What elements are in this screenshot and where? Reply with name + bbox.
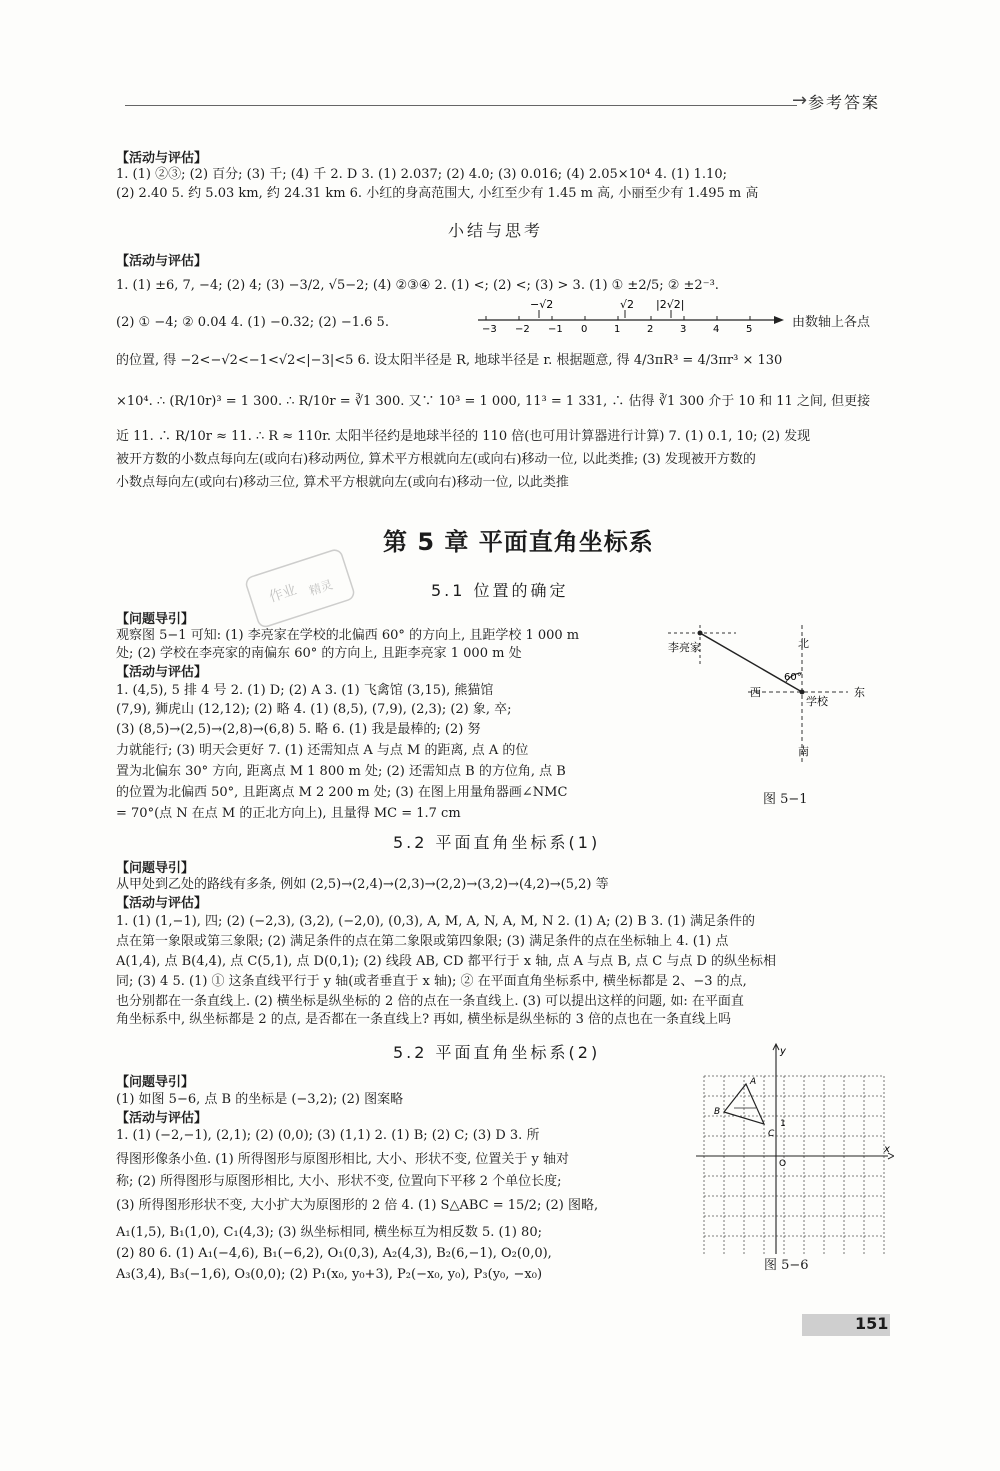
summary-title: 小结与思考: [448, 221, 544, 240]
figure-5-1: [668, 625, 883, 765]
s51-guide-line-2: 处; (2) 学校在李亮家的南偏东 60° 的方向上, 且距李亮家 1 000 m 处: [116, 646, 522, 661]
s52b-eval-line-5: A₁(1,5), B₁(1,0), C₁(4,3); (3) 纵坐标相同, 横坐标互为相反数 5. (1) 80;: [116, 1225, 542, 1240]
number-line-mark: |2√2|: [656, 298, 685, 311]
s52a-eval-label: 【活动与评估】: [116, 896, 208, 911]
s51-eval-line-4: 力就能行; (3) 明天会更好 7. (1) 还需知点 A 与点 M 的距离, 点 A 的位: [116, 743, 529, 758]
s52b-eval-line-4: (3) 所得图形形状不变, 大小扩大为原图形的 2 倍 4. (1) S△ABC = 15/2; (2) 图略,: [116, 1198, 599, 1213]
section1-label: 【活动与评估】: [116, 151, 208, 166]
fig51-caption: 图 5−1: [763, 792, 808, 807]
fig56-o: O: [779, 1159, 787, 1169]
path-line: [700, 633, 802, 692]
chapter-title: 第 5 章 平面直角坐标系: [383, 528, 654, 556]
header-title: 参考答案: [808, 93, 881, 112]
s51-eval-line-2: (7,9), 狮虎山 (12,12); (2) 略 4. (1) (8,5), (7,9), (2,3); (2) 象, 卒;: [116, 702, 512, 717]
summary-line-2b: 由数轴上各点: [792, 315, 871, 330]
number-line-tick-label: 5: [746, 324, 753, 335]
s52a-eval-line-5: 也分别都在一条直线上. (2) 横坐标是纵坐标的 2 倍的点在一条直线上. (3) 可以提出这样的问题, 如: 在平面直: [116, 994, 744, 1009]
s51-eval-line-6: 的位置为北偏西 50°, 且距离点 M 2 200 m 处; (3) 在图上用量角器画∠NMC: [116, 785, 568, 800]
number-line-tick-label: −1: [548, 324, 563, 335]
number-line-mark: √2: [620, 298, 635, 311]
fig51-west: 西: [750, 686, 761, 699]
s52b-eval-label: 【活动与评估】: [116, 1111, 208, 1126]
header-rule: [125, 105, 797, 106]
s52a-eval-line-2: 点在第一象限或第三象限; (2) 满足条件的点在第二象限或第四象限; (3) 满足条件的点在坐标轴上 4. (1) 点: [116, 934, 729, 949]
fig56-a: A: [750, 1077, 757, 1087]
s51-title: 5.1 位置的确定: [431, 581, 569, 600]
fig51-north: 北: [798, 637, 809, 650]
s51-guide-label: 【问题导引】: [116, 612, 195, 627]
header-arrow-icon: →: [792, 90, 808, 111]
s52a-eval-line-4: 同; (3) 4 5. (1) ① 这条直线平行于 y 轴(或者垂直于 x 轴); ② 在平面直角坐标系中, 横坐标都是 2、−3 的点,: [116, 974, 747, 989]
summary-line-7: 小数点每向左(或向右)移动三位, 算术平方根就向左(或向右)移动一位, 以此类推: [116, 475, 569, 490]
fig51-angle: 60°: [784, 672, 802, 683]
s51-eval-line-5: 置为北偏东 30° 方向, 距离点 M 1 800 m 处; (2) 还需知点 B 的方位角, 点 B: [116, 764, 566, 779]
s52a-guide-label: 【问题导引】: [116, 861, 195, 876]
fig56-x: x: [884, 1144, 890, 1155]
s51-eval-line-1: 1. (4,5), 5 排 4 号 2. (1) D; (2) A 3. (1) 飞禽馆 (3,15), 熊猫馆: [116, 683, 494, 698]
number-line-tick-label: 1: [614, 324, 621, 335]
section1-line-1: 1. (1) ②③; (2) 百分; (3) 千; (4) 千 2. D 3. (1) 2.037; (2) 4.0; (3) 0.016; (4) 2.05×10⁴ 4. (1) 1.10;: [116, 167, 727, 182]
s51-eval-label: 【活动与评估】: [116, 665, 208, 680]
s52b-eval-line-2: 得图形像条小鱼. (1) 所得图形与原图形相比, 大小、形状不变, 位置关于 y 轴对: [116, 1152, 569, 1167]
number-line-tick-label: 3: [680, 324, 687, 335]
fig56-y: y: [780, 1046, 786, 1057]
stamp-text: 作业: [267, 581, 299, 606]
s52b-eval-line-6: (2) 80 6. (1) A₁(−4,6), B₁(−6,2), O₁(0,3), A₂(4,3), B₂(6,−1), O₂(0,0),: [116, 1246, 552, 1261]
summary-line-6: 被开方数的小数点每向左(或向右)移动两位, 算术平方根就向左(或向右)移动一位, 以此类推; (3) 发现被开方数的: [116, 452, 756, 467]
figure-5-6: [696, 1042, 894, 1254]
summary-line-5: 近 11. ∴ R/10r ≈ 11. ∴ R ≈ 110r. 太阳半径约是地球半径的 110 倍(也可用计算器进行计算) 7. (1) 0.1, 10; (2) 发现: [116, 429, 811, 444]
s52b-eval-line-7: A₃(3,4), B₃(−1,6), O₃(0,0); (2) P₁(x₀, y₀+3), P₂(−x₀, y₀), P₃(y₀, −x₀): [116, 1267, 543, 1282]
s51-eval-line-3: (3) (8,5)→(2,5)→(2,8)→(6,8) 5. 略 6. (1) 我是最棒的; (2) 努: [116, 722, 481, 737]
number-line-arrow-icon: [774, 316, 784, 324]
number-line-tick-label: 4: [713, 324, 720, 335]
summary-line-1: 1. (1) ±6, 7, −4; (2) 4; (3) −3/2, √5−2; (4) ②③④ 2. (1) <; (2) <; (3) > 3. (1) ① ±2/5; ② ±2⁻³.: [116, 278, 719, 293]
fig51-school: 学校: [806, 695, 828, 708]
s52b-guide-label: 【问题导引】: [116, 1075, 195, 1090]
stamp-text: 精灵: [307, 577, 335, 599]
s52a-guide-line-1: 从甲处到乙处的路线有多条, 例如 (2,5)→(2,4)→(2,3)→(2,2)→(3,2)→(4,2)→(5,2) 等: [116, 877, 609, 892]
page-number: 151: [855, 1314, 889, 1333]
number-line-tick-label: 0: [581, 324, 588, 335]
s52b-eval-line-3: 称; (2) 所得图形与原图形相比, 大小、形状不变, 位置向下平移 2 个单位长度;: [116, 1174, 562, 1189]
number-line: [474, 296, 794, 336]
section1-line-2: (2) 2.40 5. 约 5.03 km, 约 24.31 km 6. 小红的身高范围大, 小红至少有 1.45 m 高, 小丽至少有 1.495 m 高: [116, 186, 759, 201]
s51-guide-line-1: 观察图 5−1 可知: (1) 李亮家在学校的北偏西 60° 的方向上, 且距学校 1 000 m: [116, 628, 580, 643]
number-line-tick-label: −2: [515, 324, 530, 335]
fig56-b: B: [714, 1107, 721, 1117]
s52b-guide-line-1: (1) 如图 5−6, 点 B 的坐标是 (−3,2); (2) 图案略: [116, 1092, 404, 1107]
s51-eval-line-7: = 70°(点 N 在点 M 的正北方向上), 且量得 MC = 1.7 cm: [116, 806, 461, 821]
s52b-title: 5.2 平面直角坐标系(2): [393, 1043, 601, 1062]
fig51-south: 南: [798, 745, 809, 758]
home-point: [698, 631, 703, 636]
s52a-title: 5.2 平面直角坐标系(1): [393, 833, 601, 852]
number-line-mark: −√2: [530, 298, 554, 311]
s52a-eval-line-3: A(1,4), 点 B(4,4), 点 C(5,1), 点 D(0,1); (2) 线段 AB, CD 都平行于 x 轴, 点 A 与点 B, 点 C 与点 D 的纵坐标相: [116, 954, 777, 969]
summary-line-4: ×10⁴. ∴ (R/10r)³ = 1 300. ∴ R/10r = ∛1 300. 又∵ 10³ = 1 000, 11³ = 1 331, ∴ 估得 ∛1 300 介于 10 和 11 之间, 但更接: [116, 394, 871, 409]
fig56-one: 1: [780, 1119, 786, 1129]
stamp-watermark: [236, 548, 366, 628]
fig56-caption: 图 5−6: [764, 1258, 809, 1273]
fig51-east: 东: [854, 686, 865, 699]
summary-label: 【活动与评估】: [116, 254, 208, 269]
fig51-home: 李亮家: [668, 641, 701, 654]
s52a-eval-line-6: 角坐标系中, 纵坐标都是 2 的点, 是否都在一条直线上? 再如, 横坐标是纵坐标的 3 倍的点也在一条直线上吗: [116, 1012, 731, 1027]
summary-line-2: (2) ① −4; ② 0.04 4. (1) −0.32; (2) −1.6 5.: [116, 315, 389, 330]
school-point: [800, 690, 805, 695]
summary-line-3: 的位置, 得 −2<−√2<−1<√2<|−3|<5 6. 设太阳半径是 R, 地球半径是 r. 根据题意, 得 4/3πR³ = 4/3πr³ × 130: [116, 353, 783, 368]
number-line-tick-label: −3: [482, 324, 497, 335]
number-line-tick-label: 2: [647, 324, 654, 335]
fig56-c: C: [768, 1129, 775, 1139]
s52b-eval-line-1: 1. (1) (−2,−1), (2,1); (2) (0,0); (3) (1,1) 2. (1) B; (2) C; (3) D 3. 所: [116, 1128, 540, 1143]
s52a-eval-line-1: 1. (1) (1,−1), 四; (2) (−2,3), (3,2), (−2,0), (0,3), A, M, A, N, A, M, N 2. (1) A; (2) B 3. (1) 满足条件的: [116, 914, 755, 929]
